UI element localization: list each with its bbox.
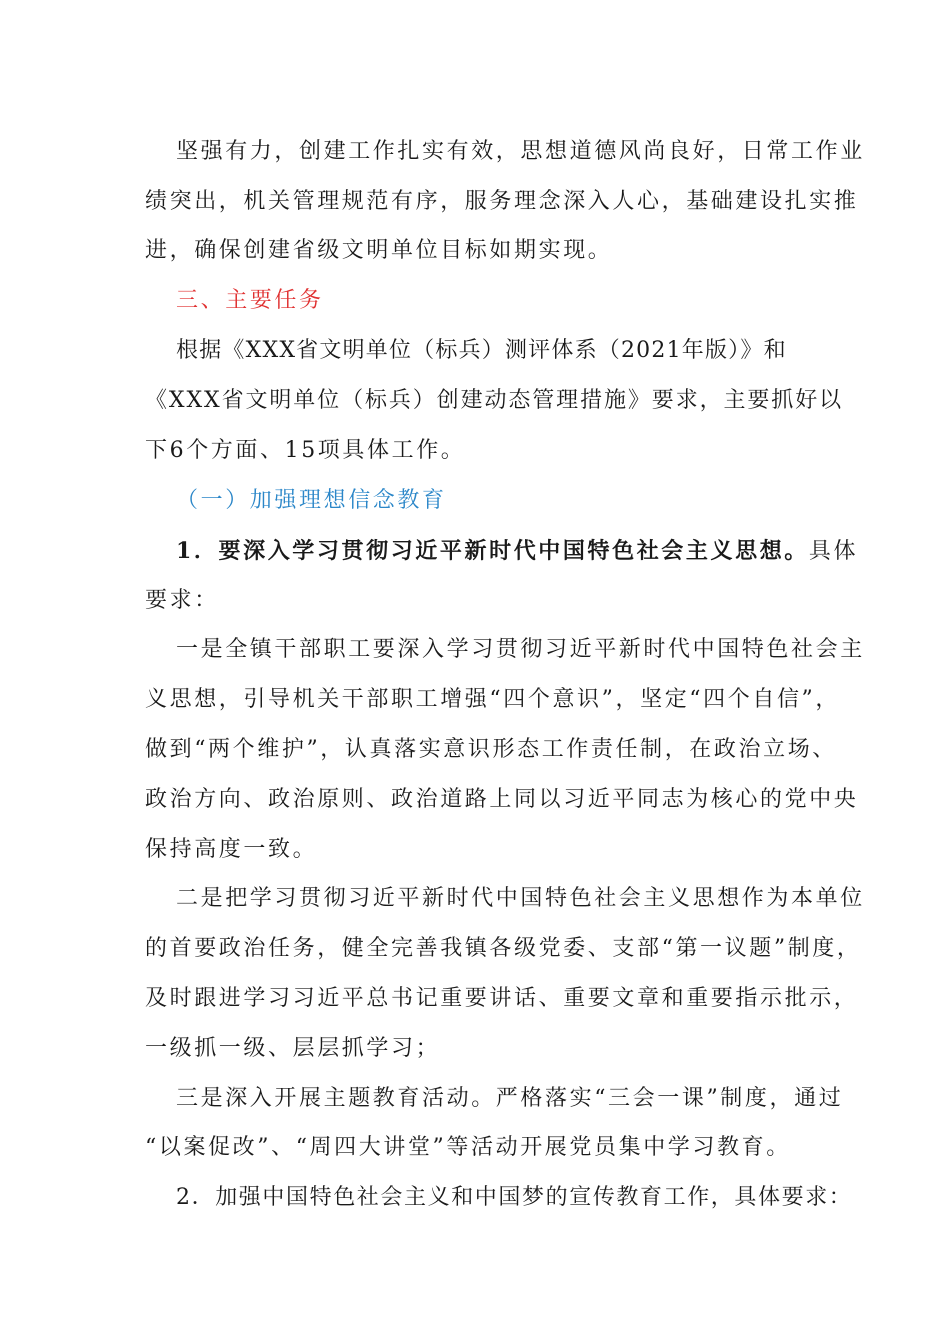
paragraph-line: 一是全镇干部职工要深入学习贯彻习近平新时代中国特色社会主 [176, 637, 865, 662]
paragraph-line: 的首要政治任务，健全完善我镇各级党委、支部“第一议题”制度， [145, 936, 862, 961]
paragraph-line: 坚强有力，创建工作扎实有效，思想道德风尚良好，日常工作业 [176, 139, 865, 164]
paragraph-line: 一级抓一级、层层抓学习； [145, 1036, 441, 1061]
paragraph-line: 绩突出，机关管理规范有序，服务理念深入人心，基础建设扎实推 [145, 189, 859, 214]
paragraph-line: 义思想，引导机关干部职工增强“四个意识”，坚定“四个自信”， [145, 687, 840, 712]
paragraph-line: 三是深入开展主题教育活动。严格落实“三会一课”制度，通过 [176, 1086, 844, 1111]
paragraph-line: 2．加强中国特色社会主义和中国梦的宣传教育工作，具体要求： [176, 1185, 853, 1210]
section-heading: 三、主要任务 [176, 288, 324, 313]
paragraph-line: “以案促改”、“周四大讲堂”等活动开展党员集中学习教育。 [145, 1135, 791, 1160]
paragraph-line: 下6个方面、15项具体工作。 [145, 438, 466, 463]
paragraph-line: 二是把学习贯彻习近平新时代中国特色社会主义思想作为本单位 [176, 886, 865, 911]
paragraph-line: 保持高度一致。 [145, 837, 318, 862]
paragraph-line: 《XXX省文明单位（标兵）创建动态管理措施》要求，主要抓好以 [145, 388, 843, 413]
paragraph-line: 要求： [145, 588, 219, 613]
item-title: 1．要深入学习贯彻习近平新时代中国特色社会主义思想。 [176, 538, 809, 564]
item-title-tail: 具体 [808, 539, 859, 564]
paragraph-line: 及时跟进学习习近平总书记重要讲话、重要文章和重要指示批示， [145, 986, 859, 1011]
subsection-heading: （一）加强理想信念教育 [176, 488, 447, 513]
paragraph-line: 进，确保创建省级文明单位目标如期实现。 [145, 238, 613, 263]
paragraph-line: 政治方向、政治原则、政治道路上同以习近平同志为核心的党中央 [145, 787, 859, 812]
paragraph-line: 做到“两个维护”，认真落实意识形态工作责任制，在政治立场、 [145, 737, 837, 762]
item-heading-line [176, 536, 859, 567]
paragraph-line: 根据《XXX省文明单位（标兵）测评体系（2021年版）》和 [176, 338, 787, 363]
